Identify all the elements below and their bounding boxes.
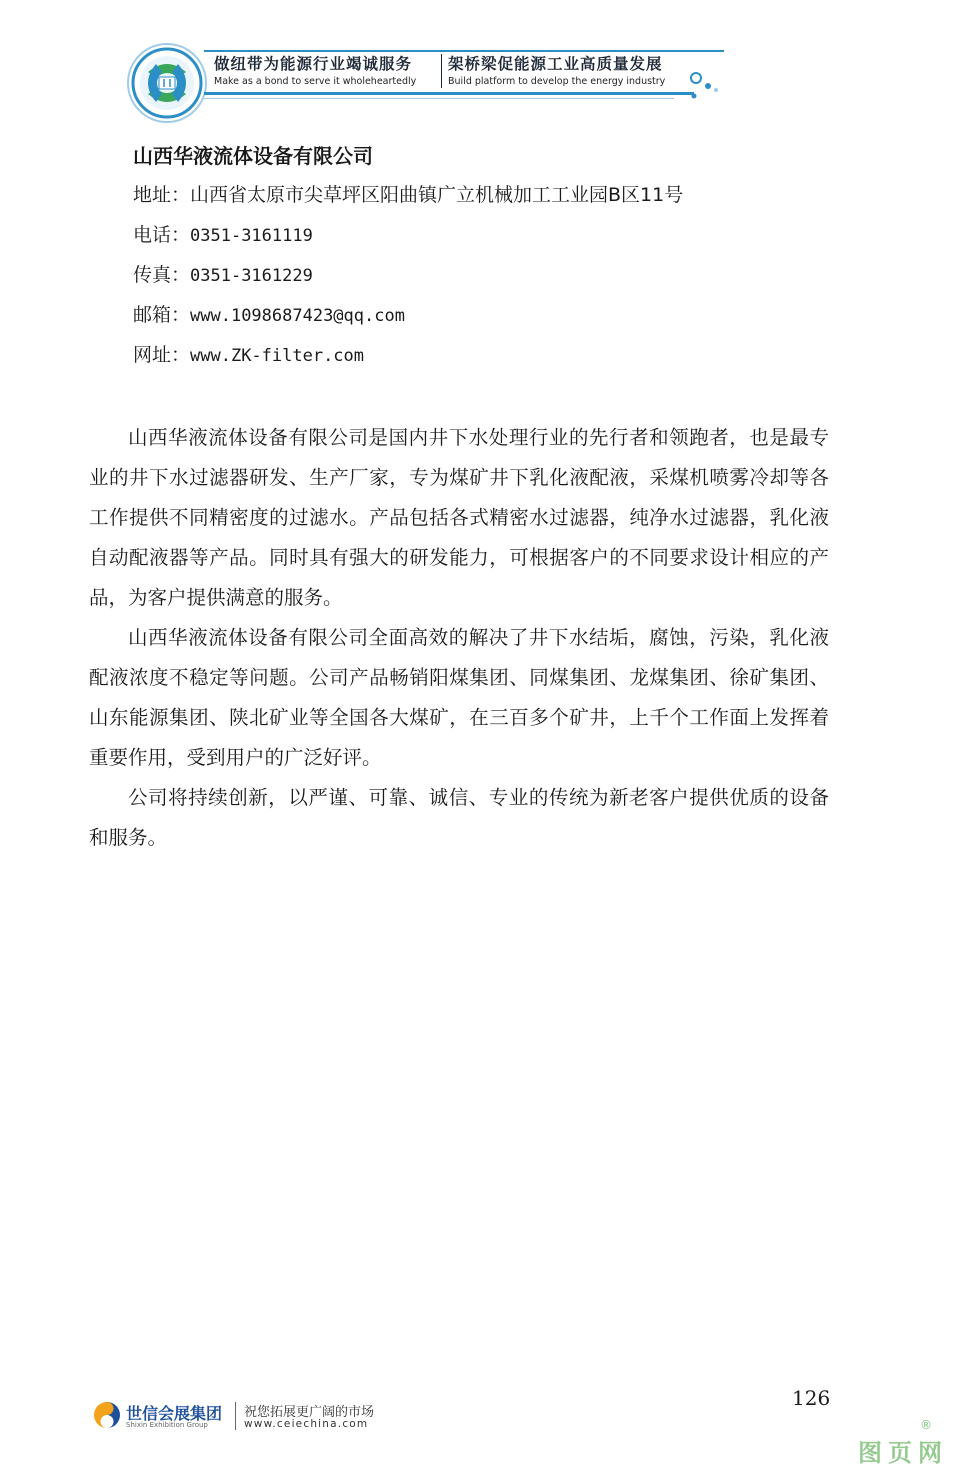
company-description <box>89 418 829 858</box>
address-value: 山西省太原市尖草坪区阳曲镇广立机械加工工业园B区11号 <box>190 184 684 206</box>
footer-brand-en: Shixin Exhibition Group <box>126 1421 208 1429</box>
footer-brand-name: 世信会展集团 <box>126 1404 223 1423</box>
footer-website: www.ceiechina.com <box>244 1418 369 1430</box>
paragraph-solutions: 山西华液流体设备有限公司全面高效的解决了井下水结垢，腐蚀，污染，乳化液配液浓度不稳定等问题。公司产品畅销阳煤集团、同煤集团、龙煤集团、徐矿集团、山东能源集团、陕北矿业等全国各大煤矿，在三百多个矿井，上千个工作面上发挥着重要作用，受到用户的广泛好评。 <box>89 626 829 769</box>
fax-value: 0351-3161229 <box>190 266 313 286</box>
address-label: 地址： <box>133 184 191 206</box>
header-banner <box>126 42 726 124</box>
paragraph-intro: 山西华液流体设备有限公司是国内井下水处理行业的先行者和领跑者，也是最专业的井下水过滤器研发、生产厂家，专为煤矿井下乳化液配液，采煤机喷雾冷却等各工作提供不同精密度的过滤水。产品包括各式精密水过滤器，纯净水过滤器，乳化液自动配液器等产品。同时具有强大的研发能力，可根据客户的不同要求设计相应的产品，为客户提供满意的服务。 <box>89 426 829 609</box>
fax-line <box>133 260 313 287</box>
header-rule-thin <box>204 98 674 99</box>
site-watermark: 图页网 <box>858 1439 948 1467</box>
slogan-en-left: Make as a bond to serve it wholeheartedly <box>214 76 417 87</box>
website-line <box>133 340 364 367</box>
header-rule-bottom <box>204 92 694 95</box>
website-value: www.ZK-filter.com <box>190 346 365 366</box>
email-line <box>133 300 405 327</box>
address-line <box>133 180 683 207</box>
shixin-logo-icon <box>92 1400 122 1430</box>
phone-value: 0351-3161119 <box>190 226 313 246</box>
fax-label: 传真： <box>133 264 191 286</box>
paragraph-commitment: 公司将持续创新，以严谨、可靠、诚信、专业的传统为新老客户提供优质的设备和服务。 <box>89 786 829 849</box>
company-name-title: 山西华液流体设备有限公司 <box>133 144 373 168</box>
phone-label: 电话： <box>133 224 191 246</box>
page-number: 126 <box>792 1386 831 1410</box>
decorative-dots-icon <box>686 72 726 102</box>
watermark-registered-mark: ® <box>920 1418 932 1432</box>
slogan-cn-right: 架桥梁促能源工业高质量发展 <box>448 55 663 73</box>
email-label: 邮箱： <box>133 304 191 326</box>
phone-line <box>133 220 313 247</box>
energy-expo-logo-icon <box>126 42 208 124</box>
footer-slogan: 祝您拓展更广阔的市场 <box>244 1405 375 1420</box>
footer-divider <box>235 1402 236 1430</box>
website-label: 网址： <box>133 344 191 366</box>
slogan-cn-left: 做纽带为能源行业竭诚服务 <box>214 55 413 73</box>
email-value: www.1098687423@qq.com <box>190 306 405 326</box>
slogan-en-right: Build platform to develop the energy industry <box>448 76 666 87</box>
slogan-divider <box>441 54 442 88</box>
